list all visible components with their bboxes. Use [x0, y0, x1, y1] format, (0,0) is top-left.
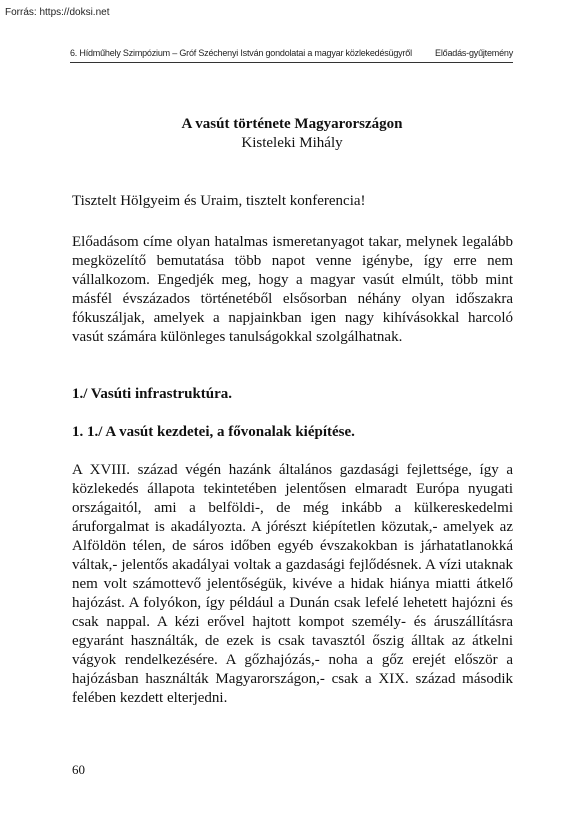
paragraph-intro: Előadásom címe olyan hatalmas ismeretanyagot takar, melynek legalább megközelítő bemutatása több napot venne igénybe, így erre nem vállalkozom. Engedjék meg, hogy a magyar vasút elmúlt, több mint másfél évszázados történetéből elsősorban néhány olyan időszakra fókuszáljak, amelyek a napjainkban igen nagy kihívásokkal harcoló vasút számára különleges tanulságokkal szolgálhatnak. [72, 234, 513, 345]
article-author: Kisteleki Mihály [241, 135, 343, 151]
header-left: 6. Hídműhely Szimpózium – Gróf Széchenyi István gondolatai a magyar közlekedésügyről [70, 48, 412, 58]
subsection-heading: 1. 1./ A vasút kezdetei, a fővonalak kiépítése. [72, 424, 355, 440]
paragraph-body: A XVIII. század végén hazánk általános gazdasági fejlettsége, így a közlekedés állapota tekintetében jelentősen elmaradt Európa nyugati országaitól, ami a belföldi-, de még inkább a külkereskedelmi áruforgalmat is akadályozta. A jórészt kiépítetlen közutak,- amelyek az Alföldön télen, de sáros időben egyéb évszakokban is járhatatlanokká váltak,- jelentős akadályai voltak a gazdasági fejlődésnek. A vízi utaknak nem volt számottevő jelentőségük, kivéve a hidak hiánya miatti átkelő hajózást. A folyókon, így például a Dunán csak lefelé lehetett hajózni és csak nappal. A kézi erővel hajtott kompot személy- és áruszállításra egyaránt használták, de ezek is csak tavasztól őszig álltak az átkelni vágyok rendelkezésére. A gőzhajózás,- noha a gőz erejét először a hajózásban használták Magyarországon,- csak a XIX. század második felében kezdett elterjedni. [72, 462, 513, 706]
header-right: Előadás-gyűjtemény [435, 48, 513, 58]
article-title: A vasút története Magyarországon [181, 116, 403, 132]
source-label: Forrás: https://doksi.net [5, 7, 110, 18]
greeting: Tisztelt Hölgyeim és Uraim, tisztelt konferencia! [72, 193, 366, 209]
page-number: 60 [72, 762, 85, 777]
running-header [70, 48, 513, 58]
header-rule [70, 62, 513, 63]
section-heading: 1./ Vasúti infrastruktúra. [72, 386, 233, 402]
